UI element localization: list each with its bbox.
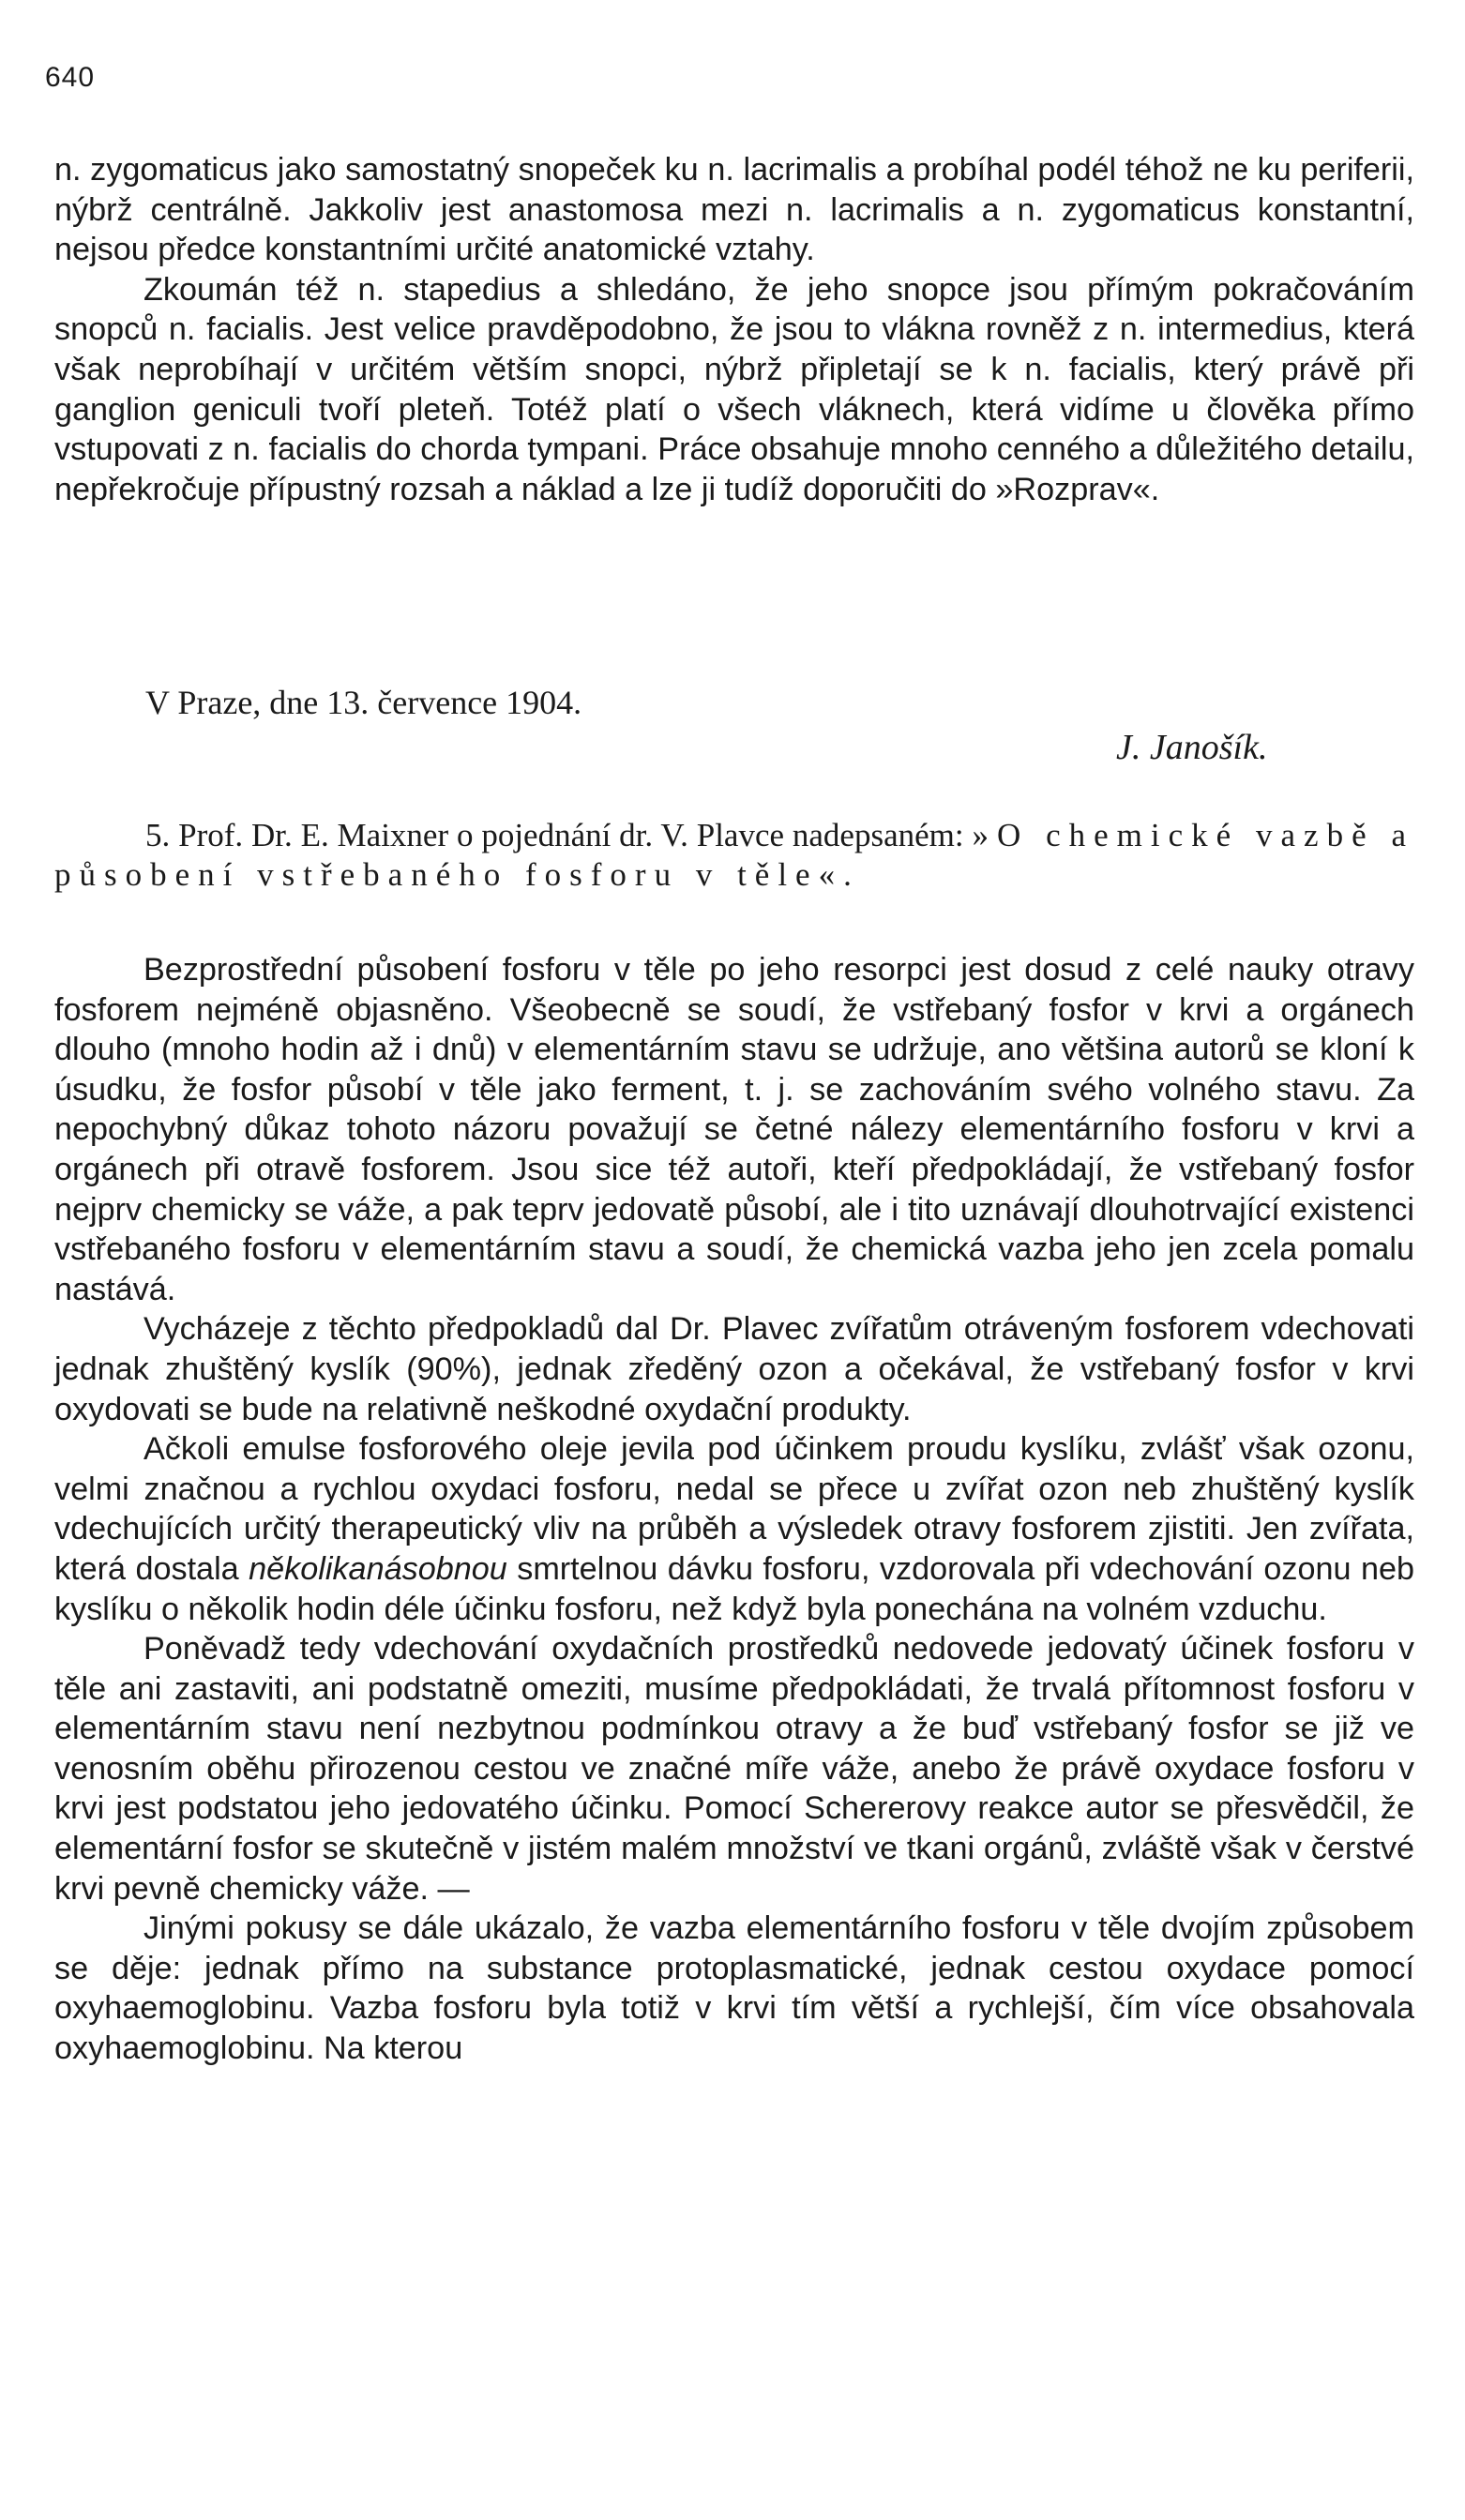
review2-paragraph-4: Poněvadž tedy vdechování oxydačních prostředků nedovede jedovatý účinek fosforu v těle ani zastaviti, ani podstatně omeziti, musíme předpokládati, že trvalá přítomnost fosforu v elementárním stavu není nezbytnou podmínkou otravy a že buď vstřebaný fosfor se již ve venosním oběhu přirozenou cestou ve značné míře váže, anebo že právě oxydace fosforu v krvi jest podstatou jeho jedovatého účinku. Pomocí Schererovy reakce autor se přesvědčil, že elementární fosfor se skutečně v jistém malém množství ve tkani orgánů, zvláště však v čerstvé krvi pevně chemicky váže. —	[54, 1631, 1414, 1907]
review2-paragraph-2: Vycházeje z těchto předpokladů dal Dr. Plavec zvířatům otráveným fosforem vdechovati jednak zhuštěný kyslík (90%), jednak zředěný ozon a očekával, že vstřebaný fosfor v krvi oxydovati se bude na relativně neškodné oxydační produkty.	[54, 1311, 1414, 1427]
review2-paragraph-5: Jinými pokusy se dále ukázalo, že vazba elementárního fosforu v těle dvojím způsobem se děje: jednak přímo na substance protoplasmatické, jednak cestou oxydace pomocí oxyhaemoglobinu. Vazba fosforu byla totiž v krvi tím větší a rychlejší, čím více obsahovala oxyhaemoglobinu. Na kterou	[54, 1910, 1414, 2067]
review2-heading-lead: 5. Prof. Dr. E. Maixner o pojednání dr. V. Plavce nadepsaném:	[145, 817, 964, 853]
review2-heading	[54, 816, 1414, 895]
review2-paragraph-1: Bezprostřední působení fosforu v těle po jeho resorpci jest dosud z celé nauky otravy fosforem nejméně objasněno. Všeobecně se soudí, že vstřebaný fosfor v krvi a orgánech dlouho (mnoho hodin až i dnů) v elementárním stavu se udržuje, ano většina autorů se kloní k úsudku, že fosfor působí v těle jako ferment, t. j. se zachováním svého volného stavu. Za nepochybný důkaz tohoto názoru považují se četné nálezy elementárního fosforu v krvi a orgánech při otravě fosforem. Jsou sice též autoři, kteří předpokládají, že vstřebaný fosfor nejprv chemicky se váže, a pak teprv jedovatě působí, ale i tito uznávají dlouhotrvající existenci vstřebaného fosforu v elementárním stavu a soudí, že chemická vazba jeho jen zcela pomalu nastává.	[54, 952, 1414, 1307]
review2-text	[54, 950, 1414, 2069]
review2-paragraph-3	[54, 1429, 1414, 1629]
review2-paragraph-3-part-1: Ačkoli emulse fosforového oleje jevila pod účinkem proudu kyslíku, zvlášť však ozonu, velmi značnou a rychlou oxydaci fosforu, nedal se přece u zvířat ozon neb zhuštěný kyslík vdechujících určitý therapeutický vliv na průběh a výsledek otravy fosforem zjistiti. Jen zvířata, která dostala	[54, 1431, 1414, 1587]
review1-paragraph-1: n. zygomaticus jako samostatný snopeček ku n. lacrimalis a probíhal podél téhož ne ku periferii, nýbrž centrálně. Jakkoliv jest anastomosa mezi n. lacrimalis a n. zygomaticus konstantní, nejsou předce konstantními určité anatomické vztahy.	[54, 152, 1414, 268]
review1-signature: J. Janošík.	[1116, 728, 1268, 767]
review1-text	[54, 150, 1414, 509]
review1-paragraph-2: Zkoumán též n. stapedius a shledáno, že jeho snopce jsou přímým pokračováním snopců n. facialis. Jest velice pravděpodobno, že jsou to vlákna rovněž z n. intermedius, která však neprobíhají v určitém větším snopci, nýbrž připletají se k n. facialis, který právě při ganglion geniculi tvoří pleteň. Totéž platí o všech vláknech, která vidíme u člověka přímo vstupovati z n. facialis do chorda tympani. Práce obsahuje mnoho cenného a důležitého detailu, nepřekročuje přípustný rozsah a náklad a lze ji tudíž doporučiti do »Rozprav«.	[54, 271, 1414, 507]
review1-date: V Praze, dne 13. července 1904.	[145, 684, 582, 721]
page-number: 640	[45, 62, 96, 93]
review2-paragraph-3-part-2: smrtelnou dávku fosforu, vzdorovala při vdechování ozonu neb kyslíku o několik hodin déle účinku fosforu, než když byla ponechána na volném vzduchu.	[54, 1550, 1415, 1627]
review2-paragraph-3-emphasis: několikanásobnou	[249, 1550, 507, 1587]
review2-heading-title: »O chemické vazbě a působení vstřebaného fosforu v těle«.	[54, 817, 1414, 893]
